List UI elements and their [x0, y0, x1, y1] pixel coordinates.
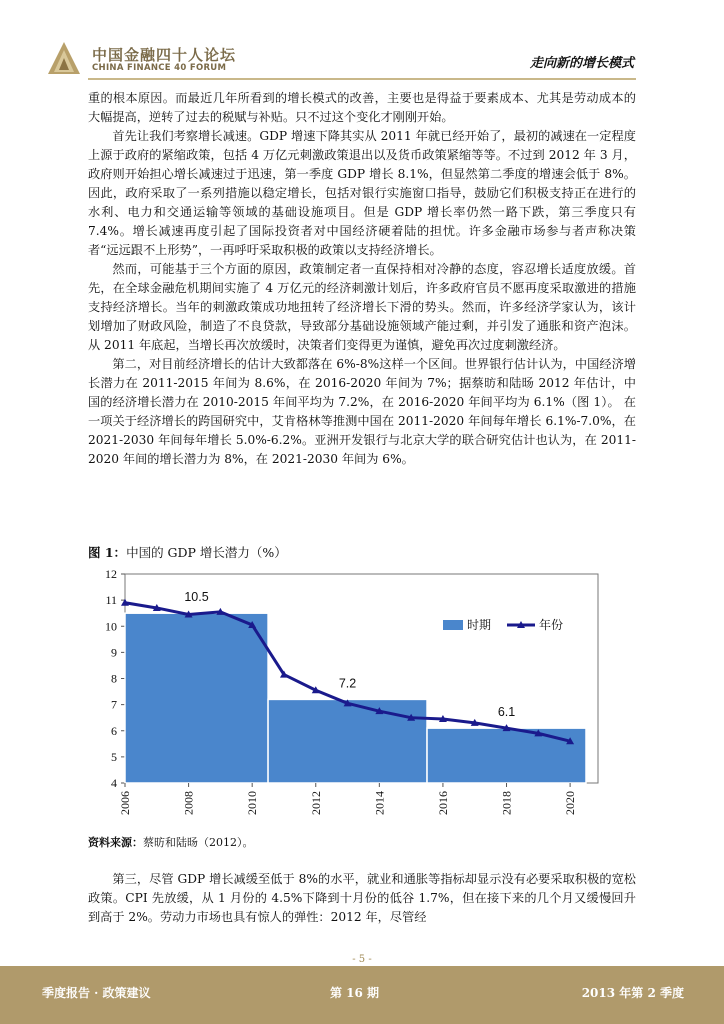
source-label: 资料来源：: [88, 836, 143, 849]
paragraph-2: 首先让我们考察增长减速。GDP 增速下降其实从 2011 年就已经开始了，最初的减速在一定程度上源于政府的紧缩政策，包括 4 万亿元刺激政策退出以及货币政策紧缩等等。不过到 2012 年 3 月，政府则开始担心增长减速过于迅速，第一季度 GDP 增长 8.1%，但显然第二季度的增速会低于 8%。因此，政府采取了一系列措施以稳定增长，包括对银行实施窗口指导，鼓励它们积极支持正在进行的水利、电力和交通运输等领域的基础设施项目。但是 GDP 增长率仍然一路下跌，第三季度只有 7.4%。增长减速再度引起了国际投资者对中国经济硬着陆的担忧。许多金融市场参与者声称决策者“远远跟不上形势”，一再呼吁采取积极的政策以支持经济增长。: [88, 129, 636, 257]
y-tick-label: 5: [111, 749, 117, 764]
source-text: 蔡昉和陆旸（2012）。: [143, 836, 254, 849]
period-bar-label: 10.5: [184, 590, 209, 605]
y-tick-label: 12: [105, 567, 117, 581]
period-bar: [125, 613, 268, 783]
body-text-bottom: [88, 870, 636, 927]
x-tick-label: 2014: [372, 791, 387, 815]
y-tick-label: 9: [111, 645, 117, 660]
y-tick-label: 8: [111, 671, 117, 686]
legend-label-annual: 年份: [539, 618, 564, 632]
page-header: [0, 0, 724, 80]
paragraph-3: 然而，可能基于三个方面的原因，政策制定者一直保持相对冷静的态度，容忍增长适度放缓。首先，在全球金融危机期间实施了 4 万亿元的经济刺激计划后，许多政府官员不愿再度采取激进的措施支持经济增长。当年的刺激政策成功地扭转了经济增长下滑的势头。然而，许多经济学家认为，该计划增加了财政风险，制造了不良贷款，导致部分基础设施领域产能过剩，并引发了通胀和资产泡沫。从 2011 年底起，当增长再次放缓时，决策者们变得更为谨慎，避免再次过度刺激经济。: [88, 262, 636, 352]
x-tick-label: 2016: [435, 791, 450, 815]
y-tick-label: 11: [105, 593, 117, 608]
legend-label-period: 时期: [467, 618, 492, 632]
figure-source: [88, 834, 254, 850]
y-tick-label: 10: [105, 619, 117, 634]
body-text-top: [88, 89, 636, 469]
period-bar-label: 6.1: [497, 705, 516, 720]
footer-center: 第 16 期: [330, 986, 380, 1000]
figure-caption-text: 中国的 GDP 增长潜力（%）: [126, 545, 287, 560]
footer-right: 2013 年第 2 季度: [581, 986, 684, 1000]
figure-caption: [88, 543, 287, 561]
legend-swatch-period: [443, 620, 463, 630]
paragraph-1: 重的根本原因。而最近几年所看到的增长模式的改善，主要也是得益于要素成本、尤其是劳动成本的大幅提高，逆转了过去的税赋与补贴。只不过这个变化才刚刚开始。: [88, 91, 636, 124]
x-tick-label: 2008: [181, 791, 196, 815]
header-divider: [88, 78, 636, 80]
x-tick-label: 2010: [245, 791, 260, 815]
figure-label: 图 1：: [88, 545, 127, 560]
forum-logo-icon: [46, 40, 82, 76]
period-bar-label: 7.2: [338, 676, 357, 691]
footer-left: 季度报告 · 政策建议: [42, 986, 151, 1000]
paragraph-5: 第三，尽管 GDP 增长减缓至低于 8%的水平，就业和通胀等指标却显示没有必要采取积极的宽松政策。CPI 先放缓，从 1 月份的 4.5%下降到十月份的低谷 1.7%，但在接下来的几个月又缓慢回升到高于 2%。劳动力市场也具有惊人的弹性：2012 年，尽管经: [88, 872, 636, 924]
y-tick-label: 7: [111, 697, 117, 712]
page-footer: [0, 966, 724, 1024]
period-bar: [268, 699, 427, 783]
x-tick-label: 2018: [499, 791, 514, 815]
paragraph-4: 第二，对目前经济增长的估计大致都落在 6%-8%这样一个区间。世界银行估计认为，中国经济增长潜力在 2011-2015 年间为 8.6%，在 2016-2020 年间为 7%；据蔡昉和陆旸 2012 年估计，中国的经济增长潜力在 2010-2015 年间平均为 7.2%，在 2016-2020 年间平均为 6.1%（图 1）。 在一项关于经济增长的跨国研究中，艾肯格林等推测中国在 2011-2020 年间每年增长 6.1%-7.0%，在 2021-2030 年间每年增长 5.0%-6.2%。亚洲开发银行与北京大学的联合研究估计也认为，在 2011-2020 年间的增长潜力为 8%，在 2021-2030 年间为 6%。: [88, 357, 636, 466]
gdp-potential-chart: [88, 562, 608, 832]
y-tick-label: 4: [111, 776, 117, 790]
period-bar: [427, 728, 586, 783]
logo-english-text: CHINA FINANCE 40 FORUM: [92, 63, 227, 73]
running-title: 走向新的增长模式: [529, 56, 634, 71]
x-tick-label: 2006: [118, 791, 132, 815]
page-number: - 5 -: [352, 954, 372, 965]
x-tick-label: 2012: [308, 791, 323, 815]
x-tick-label: 2020: [563, 791, 578, 815]
y-tick-label: 6: [111, 723, 117, 738]
logo-chinese-text: 中国金融四十人论坛: [92, 46, 237, 64]
